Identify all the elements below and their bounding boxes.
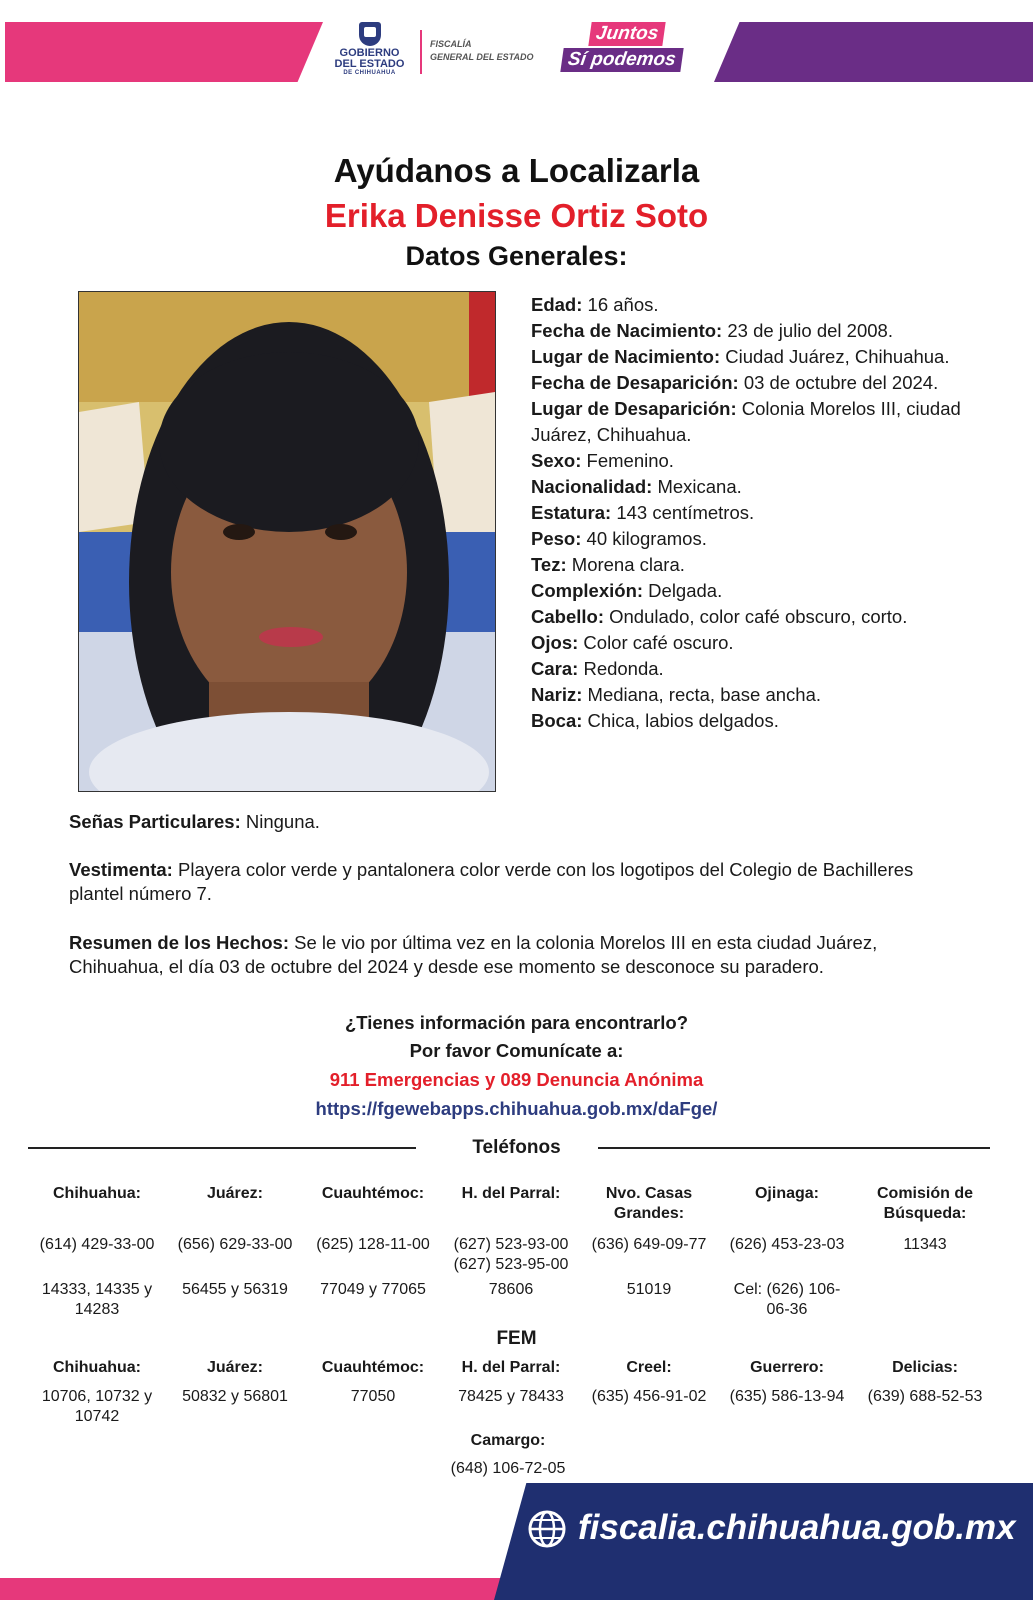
detail-row-eyes xyxy=(531,630,971,656)
fem-header-cell: Cuauhtémoc: xyxy=(321,1359,425,1376)
detail-label: Lugar de Nacimiento: xyxy=(531,346,721,367)
detail-row-build xyxy=(531,578,971,604)
detail-value: Mediana, recta, base ancha. xyxy=(582,684,822,705)
detail-label: Fecha de Nacimiento: xyxy=(531,320,723,341)
detail-value: Ciudad Juárez, Chihuahua. xyxy=(720,346,950,367)
phones-number-row xyxy=(28,1235,994,1275)
fem-header-cell: Juárez: xyxy=(206,1359,264,1376)
fem-value: 77050 xyxy=(350,1388,396,1405)
detail-value: Mexicana. xyxy=(652,476,742,497)
detail-label: Estatura: xyxy=(531,502,612,523)
detail-value: Femenino. xyxy=(581,450,674,471)
phones-title: Teléfonos xyxy=(472,1137,561,1158)
fem-value: 78425 y 78433 xyxy=(458,1388,564,1405)
fem-header-cell: Chihuahua: xyxy=(53,1359,141,1376)
person-name: Erika Denisse Ortiz Soto xyxy=(324,197,709,234)
header-purple-band xyxy=(714,22,1033,82)
phone-number: (627) 523-93-00 (627) 523-95-00 xyxy=(453,1236,569,1273)
globe-icon xyxy=(526,1508,568,1550)
detail-label: Lugar de Desaparición: xyxy=(531,398,737,419)
detail-value: Chica, labios delgados. xyxy=(582,710,779,731)
detail-label: Nacionalidad: xyxy=(531,476,653,497)
facts-summary xyxy=(69,931,969,979)
phones-header-cell: Chihuahua: xyxy=(53,1185,141,1202)
phone-extension xyxy=(856,1280,994,1320)
detail-row-disappearance-place xyxy=(531,396,971,448)
detail-label: Tez: xyxy=(531,554,567,575)
phones-header-cell: Juárez: xyxy=(206,1185,264,1202)
phones-divider-right xyxy=(598,1147,990,1149)
phones-header-cell: Cuauhtémoc: xyxy=(321,1185,425,1202)
fem-title: FEM xyxy=(496,1328,537,1349)
slogan-logo xyxy=(562,22,702,72)
detail-value: Morena clara. xyxy=(566,554,685,575)
fiscalia-logo-line2: GENERAL DEL ESTADO xyxy=(430,52,534,62)
phone-extension: 78606 xyxy=(488,1281,534,1298)
general-data-title: Datos Generales: xyxy=(405,241,628,271)
detail-value: 23 de julio del 2008. xyxy=(722,320,893,341)
detail-row-face xyxy=(531,656,971,682)
detail-label: Boca: xyxy=(531,710,583,731)
fem-header-cell: Delicias: xyxy=(892,1359,958,1376)
help-title: Ayúdanos a Localizarla xyxy=(333,152,700,189)
slogan-line2: Sí podemos xyxy=(560,48,683,72)
footer-pink-band xyxy=(0,1578,520,1600)
fem-value: (635) 456-91-02 xyxy=(591,1388,707,1405)
phones-header-row xyxy=(28,1184,994,1224)
emergency-numbers: 911 Emergencias y 089 Denuncia Anónima xyxy=(329,1069,704,1090)
gov-logo-line3: DE CHIHUAHUA xyxy=(343,70,396,76)
detail-label: Peso: xyxy=(531,528,582,549)
phone-extension: 14333, 14335 y 14283 xyxy=(41,1281,153,1318)
contact-please: Por favor Comunícate a: xyxy=(409,1040,624,1061)
phone-number: (625) 128-11-00 xyxy=(316,1236,430,1253)
detail-row-weight xyxy=(531,526,971,552)
detail-value: Colonia Morelos III, ciudad Juárez, Chihuahua. xyxy=(531,398,961,445)
phone-extension: 56455 y 56319 xyxy=(182,1281,288,1298)
detail-row-complexion-tone xyxy=(531,552,971,578)
fem-header-cell: H. del Parral: xyxy=(461,1359,561,1376)
fem-value: 50832 y 56801 xyxy=(182,1388,288,1405)
shield-icon xyxy=(359,22,381,46)
phone-extension: Cel: (626) 106-06-36 xyxy=(733,1281,841,1318)
clothing xyxy=(69,858,969,906)
fiscalia-logo-line1: FISCALÍA xyxy=(430,39,472,49)
detail-row-age xyxy=(531,292,971,318)
header-divider xyxy=(420,30,422,74)
detail-row-hair xyxy=(531,604,971,630)
footer-website[interactable]: fiscalia.chihuahua.gob.mx xyxy=(578,1508,1016,1547)
phones-header-cell: Comisión de Búsqueda: xyxy=(876,1185,973,1222)
detail-value: Ondulado, color café obscuro, corto. xyxy=(603,606,908,627)
gov-logo-line2: DEL ESTADO xyxy=(334,58,405,70)
phones-header-cell: Nvo. Casas Grandes: xyxy=(605,1185,693,1222)
detail-row-mouth xyxy=(531,708,971,734)
facts-summary-label: Resumen de los Hechos: xyxy=(69,932,290,953)
detail-label: Cabello: xyxy=(531,606,604,627)
fem-header-row xyxy=(28,1358,994,1378)
detail-label: Cara: xyxy=(531,658,579,679)
phone-number: (626) 453-23-03 xyxy=(729,1236,845,1253)
fem-camargo-label: Camargo: xyxy=(470,1432,546,1449)
detail-value: 16 años. xyxy=(582,294,659,315)
particular-signs-value: Ninguna. xyxy=(240,811,320,832)
fem-value: (639) 688-52-53 xyxy=(867,1388,983,1405)
contact-question: ¿Tienes información para encontrarlo? xyxy=(344,1012,688,1033)
header-banner xyxy=(0,0,1033,100)
detail-label: Fecha de Desaparición: xyxy=(531,372,739,393)
detail-label: Edad: xyxy=(531,294,583,315)
detail-row-birthplace xyxy=(531,344,971,370)
gobierno-logo xyxy=(322,22,417,84)
fem-value: (635) 586-13-94 xyxy=(729,1388,845,1405)
detail-label: Ojos: xyxy=(531,632,579,653)
detail-value: Delgada. xyxy=(643,580,723,601)
detail-row-height xyxy=(531,500,971,526)
general-data-list xyxy=(531,292,971,734)
particular-signs-label: Señas Particulares: xyxy=(69,811,241,832)
phone-number: (636) 649-09-77 xyxy=(591,1236,707,1253)
phone-number: 11343 xyxy=(903,1236,947,1253)
phones-header-cell: Ojinaga: xyxy=(754,1185,819,1202)
detail-value: 03 de octubre del 2024. xyxy=(738,372,939,393)
phone-number: (656) 629-33-00 xyxy=(177,1236,293,1253)
detail-row-nose xyxy=(531,682,971,708)
detail-value: 40 kilogramos. xyxy=(581,528,707,549)
detail-row-nationality xyxy=(531,474,971,500)
detail-row-disappearance-date xyxy=(531,370,971,396)
fem-header-cell: Creel: xyxy=(626,1359,672,1376)
clothing-label: Vestimenta: xyxy=(69,859,173,880)
portrait-illustration xyxy=(79,292,495,791)
detail-label: Nariz: xyxy=(531,684,583,705)
fiscalia-logo xyxy=(430,38,534,64)
detail-label: Complexión: xyxy=(531,580,644,601)
particular-signs xyxy=(69,810,969,834)
phone-extension: 51019 xyxy=(626,1281,672,1298)
phones-extension-row xyxy=(28,1280,994,1320)
detail-label: Sexo: xyxy=(531,450,582,471)
slogan-line1: Juntos xyxy=(588,22,666,46)
detail-value: Color café oscuro. xyxy=(578,632,734,653)
detail-row-sex xyxy=(531,448,971,474)
person-photo xyxy=(78,291,496,792)
fem-header-cell: Guerrero: xyxy=(750,1359,824,1376)
fem-value: 10706, 10732 y 10742 xyxy=(41,1388,153,1425)
fem-value-row xyxy=(28,1387,994,1427)
header-pink-band xyxy=(5,22,323,82)
fem-camargo-value: (648) 106-72-05 xyxy=(450,1460,566,1477)
clothing-value: Playera color verde y pantalonera color verde con los logotipos del Colegio de Bachilleres plantel número 7. xyxy=(69,859,914,904)
detail-value: Redonda. xyxy=(578,658,664,679)
gov-logo-line1: GOBIERNO xyxy=(339,47,400,59)
facts-summary-value: Se le vio por última vez en la colonia Morelos III en esta ciudad Juárez, Chihuahua, el día 03 de octubre del 2024 y desde ese momento se desconoce su paradero. xyxy=(69,932,878,977)
detail-row-birthdate xyxy=(531,318,971,344)
phone-extension: 77049 y 77065 xyxy=(320,1281,426,1298)
phone-number: (614) 429-33-00 xyxy=(39,1236,155,1253)
detail-value: 143 centímetros. xyxy=(611,502,755,523)
phones-header-cell: H. del Parral: xyxy=(461,1185,561,1202)
report-link[interactable]: https://fgewebapps.chihuahua.gob.mx/daFge/ xyxy=(315,1098,718,1119)
